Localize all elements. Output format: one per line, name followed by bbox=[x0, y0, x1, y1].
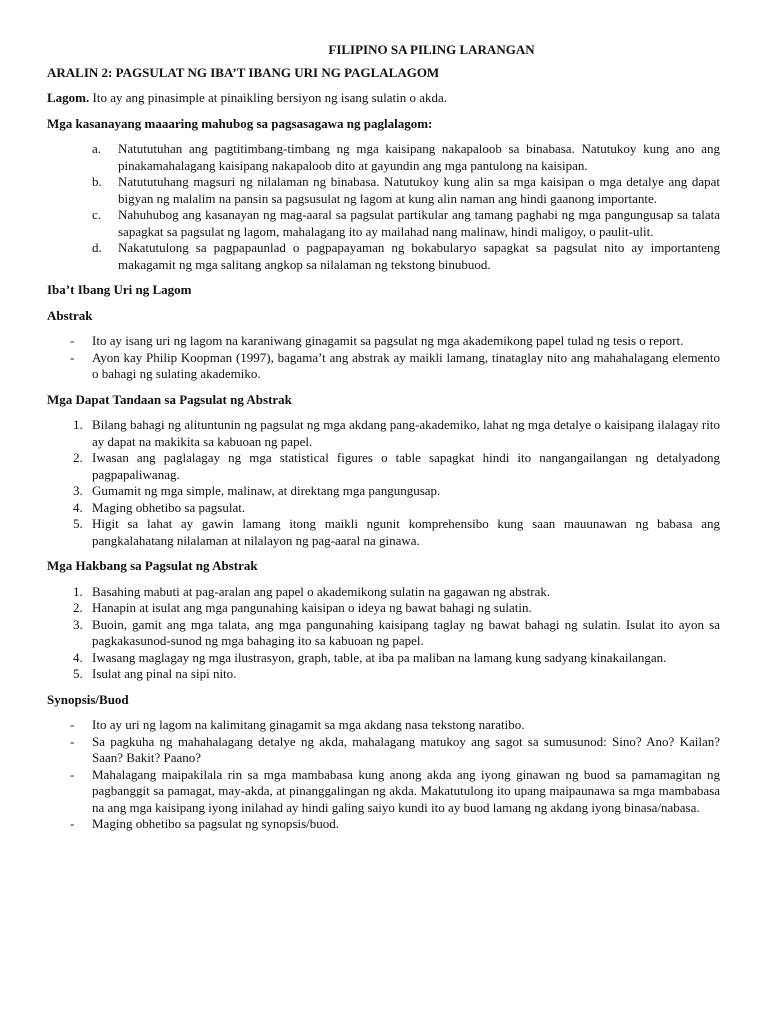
tandaan-heading: Mga Dapat Tandaan sa Pagsulat ng Abstrak bbox=[47, 391, 292, 407]
list-item-text: Nakatutulong sa pagpapaunlad o pagpapayaman ng bokabularyo sapagkat sa pagsulat nito ay importanteng makagamit ng mga salitang angkop sa nilalaman ng tekstong binubuod. bbox=[118, 240, 720, 272]
list-item-text: Iwasan ang paglalagay ng mga statistical figures o table sapagkat hindi ito nangangailangan ng detalyadong pagpapaliwanag. bbox=[92, 450, 720, 482]
list-marker: 4. bbox=[73, 649, 83, 665]
list-marker: - bbox=[70, 349, 75, 365]
list-item-text: Natututuhan ang pagtitimbang-timbang ng mga kaisipang nakapaloob sa binabasa. Natutukoy kung ano ang pinakamahalagang kaisipang nakapaloob dito at gayundin ang mga pantulong na kaisipan. bbox=[118, 141, 720, 173]
document-title: FILIPINO SA PILING LARANGAN bbox=[328, 42, 535, 57]
list-item-text: Buoin, gamit ang mga talata, ang mga pangunahing kaisipang taglay ng bawat bahagi ng sulatin. Isulat ito ayon sa pagkakasunod-sunod ng mga bahaging ito sa kabuoan ng papel. bbox=[92, 616, 720, 648]
skills-list bbox=[47, 141, 720, 273]
spacer bbox=[47, 683, 720, 692]
synopsis-item bbox=[47, 767, 720, 817]
tandaan-item bbox=[47, 500, 720, 517]
spacer bbox=[47, 575, 720, 584]
list-item-text: Mahalagang maipakilala rin sa mga mambabasa kung anong akda ang iyong ginawan ng buod sa pamamagitan ng pagbanggit sa pamagat, may-akda, at pinanggalingan ng akda. Makatutulong ito upang maipaunawa sa mga mambabasa na ang mga kaisipang iyong inilahad ay hindi galing saiyo kundi ito ay buod lamang ng akdang iyong binasa/nabasa. bbox=[92, 766, 720, 815]
list-marker: 1. bbox=[73, 417, 83, 432]
skills-heading: Mga kasanayang maaaring mahubog sa pagsasagawa ng paglalagom: bbox=[47, 115, 433, 131]
list-marker: 1. bbox=[73, 583, 83, 599]
list-marker: 2. bbox=[73, 450, 83, 465]
list-marker: 5. bbox=[73, 666, 83, 681]
list-marker: - bbox=[70, 333, 75, 348]
list-item-text: Maging obhetibo sa pagsulat. bbox=[92, 499, 246, 515]
list-item-text: Ito ay uri ng lagom na kalimitang ginagamit sa mga akdang nasa tekstong naratibo. bbox=[92, 717, 525, 732]
list-marker: d. bbox=[92, 240, 102, 255]
abstrak-item bbox=[47, 350, 720, 383]
list-item-text: Hanapin at isulat ang mga pangunahing kaisipan o ideya ng bawat bahagi ng sulatin. bbox=[92, 600, 532, 615]
types-heading: Iba’t Ibang Uri ng Lagom bbox=[47, 282, 192, 297]
skill-item bbox=[47, 207, 720, 240]
list-item-text: Ito ay isang uri ng lagom na karaniwang ginagamit sa pagsulat ng mga akademikong papel tulad ng tesis o report. bbox=[92, 333, 684, 348]
list-marker: - bbox=[70, 766, 75, 782]
tandaan-item bbox=[47, 516, 720, 549]
hakbang-heading: Mga Hakbang sa Pagsulat ng Abstrak bbox=[47, 558, 258, 573]
tandaan-item bbox=[47, 417, 720, 450]
list-item-text: Nahuhubog ang kasanayan ng mag-aaral sa pagsulat partikular ang tamang paghabi ng mga pangungusap sa talata sapagkat sa pagsulat ng lagom, mahalagang ito ay mailahad nang malinaw, hindi maligoy, o paulit-ulit. bbox=[118, 207, 720, 239]
list-item-text: Ayon kay Philip Koopman (1997), bagama’t ang abstrak ay maikli lamang, tinataglay nito ang mahahalagang elemento o bahagi ng sulating akademiko. bbox=[92, 349, 720, 381]
list-marker: 2. bbox=[73, 600, 83, 615]
skill-item bbox=[47, 174, 720, 207]
spacer bbox=[47, 324, 720, 333]
lesson-heading: ARALIN 2: PAGSULAT NG IBA’T IBANG URI NG PAGLALAGOM bbox=[47, 64, 440, 80]
tandaan-list bbox=[47, 417, 720, 549]
lagom-definition-text: Ito ay ang pinasimple at pinaikling bersiyon ng isang sulatin o akda. bbox=[89, 90, 448, 105]
list-marker: - bbox=[70, 816, 75, 831]
list-marker: - bbox=[70, 717, 75, 732]
lagom-term: Lagom. bbox=[47, 90, 90, 105]
spacer bbox=[47, 299, 720, 308]
lagom-definition bbox=[47, 90, 720, 107]
synopsis-heading: Synopsis/Buod bbox=[47, 691, 129, 707]
list-marker: b. bbox=[92, 174, 102, 189]
list-item-text: Isulat ang pinal na sipi nito. bbox=[92, 666, 237, 681]
tandaan-item bbox=[47, 483, 720, 500]
synopsis-item bbox=[47, 734, 720, 767]
hakbang-item bbox=[47, 584, 720, 601]
list-marker: 3. bbox=[73, 483, 83, 498]
list-marker: - bbox=[70, 733, 75, 749]
abstrak-list bbox=[47, 333, 720, 383]
spacer bbox=[47, 383, 720, 392]
list-item-text: Sa pagkuha ng mahahalagang detalye ng akda, mahalagang matukoy ang sagot sa sumusunod: Sino? Ano? Kailan? Saan? Bakit? Paano? bbox=[92, 733, 720, 765]
tandaan-item bbox=[47, 450, 720, 483]
list-marker: 3. bbox=[73, 616, 83, 632]
abstrak-heading: Abstrak bbox=[47, 307, 93, 323]
list-marker: c. bbox=[92, 207, 102, 222]
list-item-text: Iwasang maglagay ng mga ilustrasyon, graph, table, at iba pa maliban na lamang kung sadyang kinakailangan. bbox=[92, 649, 667, 665]
skill-item bbox=[47, 240, 720, 273]
spacer bbox=[47, 107, 720, 116]
hakbang-item bbox=[47, 650, 720, 667]
hakbang-item bbox=[47, 617, 720, 650]
list-item-text: Bilang bahagi ng alituntunin ng pagsulat ng mga akdang pang-akademiko, lahat ng mga detalye o kaisipang ilalagay rito ay dapat na makikita sa kabuoan ng papel. bbox=[92, 417, 720, 449]
document-page bbox=[47, 42, 720, 833]
list-marker: 4. bbox=[73, 499, 83, 515]
spacer bbox=[47, 132, 720, 141]
list-item-text: Basahing mabuti at pag-aralan ang papel o akademikong sulatin na gagawan ng abstrak. bbox=[92, 583, 551, 599]
list-marker: 5. bbox=[73, 516, 83, 531]
hakbang-item bbox=[47, 666, 720, 683]
spacer bbox=[47, 81, 720, 90]
spacer bbox=[47, 273, 720, 282]
abstrak-item bbox=[47, 333, 720, 350]
hakbang-item bbox=[47, 600, 720, 617]
synopsis-list bbox=[47, 717, 720, 833]
synopsis-item bbox=[47, 816, 720, 833]
skill-item bbox=[47, 141, 720, 174]
list-item-text: Higit sa lahat ay gawin lamang itong maikli ngunit komprehensibo kung saan mauunawan ng babasa ang pangkalahatang nilalaman at nilalayon ng pag-aaral na ginawa. bbox=[92, 516, 720, 548]
synopsis-item bbox=[47, 717, 720, 734]
list-item-text: Natututuhang magsuri ng nilalaman ng binabasa. Natutukoy kung alin sa mga kaisipan o mga detalye ang dapat bigyan ng malalim na pansin sa pagsusulat ng lagom at kung alin naman ang hindi gaanong importante. bbox=[118, 174, 720, 206]
list-item-text: Maging obhetibo sa pagsulat ng synopsis/buod. bbox=[92, 816, 339, 831]
hakbang-list bbox=[47, 584, 720, 683]
spacer bbox=[47, 708, 720, 717]
list-item-text: Gumamit ng mga simple, malinaw, at direktang mga pangungusap. bbox=[92, 483, 441, 498]
spacer bbox=[47, 549, 720, 558]
spacer bbox=[47, 408, 720, 417]
list-marker: a. bbox=[92, 141, 102, 156]
